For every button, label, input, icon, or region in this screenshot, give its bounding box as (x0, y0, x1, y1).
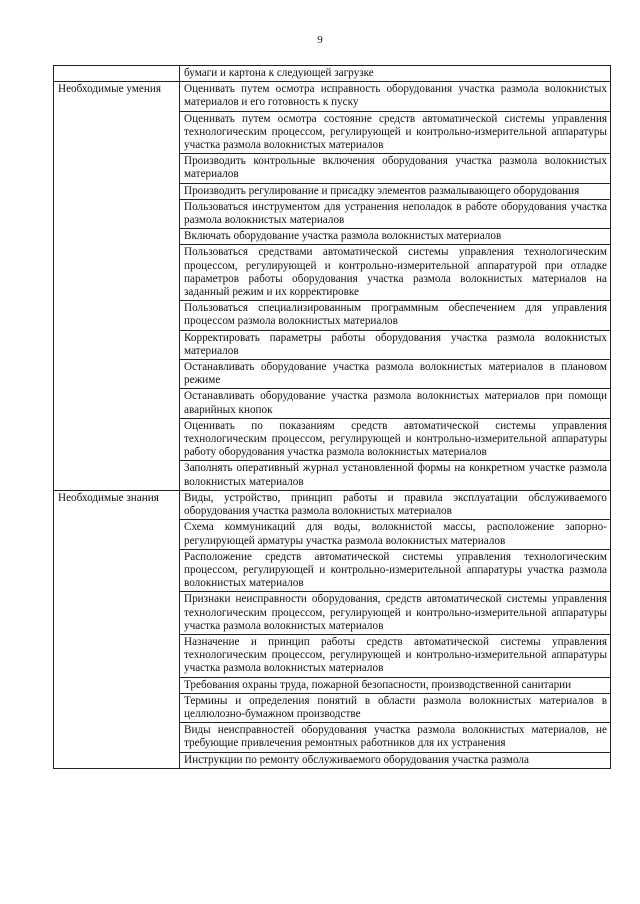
requirement-item: Назначение и принцип работы средств автоматической системы управления технологическим процессом, регулирующей и контрольно-измерительной аппаратуры участка размола волокнистых материалов (180, 634, 611, 677)
requirement-item: Корректировать параметры работы оборудования участка размола волокнистых материалов (180, 330, 611, 359)
requirement-item: Заполнять оперативный журнал установленной формы на конкретном участке размола волокнистых материалов (180, 461, 611, 490)
requirement-item: Расположение средств автоматической системы управления технологическим процессом, регулирующей и контрольно-измерительной аппаратуры участка размола волокнистых материалов (180, 549, 611, 592)
page-number: 9 (317, 34, 323, 46)
requirement-item: Требования охраны труда, пожарной безопасности, производственной санитарии (180, 677, 611, 693)
requirement-item: Термины и определения понятий в области размола волокнистых материалов в целлюлозно-бумажном производстве (180, 693, 611, 722)
requirement-item: Виды неисправностей оборудования участка размола волокнистых материалов, не требующие привлечения ремонтных работников для их устранения (180, 723, 611, 752)
requirement-item: Пользоваться средствами автоматической системы управления технологическим процессом, регулирующей и контрольно-измерительной аппаратурой при отладке параметров работы оборудования участка размола волокнистых материалов на заданный режим и их корректировке (180, 245, 611, 301)
table-row (54, 82, 611, 111)
requirement-item: Производить регулирование и присадку элементов размалывающего оборудования (180, 183, 611, 199)
requirement-item: Останавливать оборудование участка размола волокнистых материалов в плановом режиме (180, 360, 611, 389)
requirement-item: Производить контрольные включения оборудования участка размола волокнистых материалов (180, 154, 611, 183)
requirement-item: Схема коммуникаций для воды, волокнистой массы, расположение запорно-регулирующей арматуры участка размола волокнистых материалов (180, 520, 611, 549)
section-label-empty (54, 66, 180, 82)
requirement-item: Признаки неисправности оборудования, средств автоматической системы управления технологическим процессом, регулирующей и контрольно-измерительной аппаратуры участка размола волокнистых материалов (180, 592, 611, 635)
requirement-item: Останавливать оборудование участка размола волокнистых материалов при помощи аварийных кнопок (180, 389, 611, 418)
requirement-item: Пользоваться специализированным программным обеспечением для управления процессом размола волокнистых материалов (180, 301, 611, 330)
requirement-item: Оценивать по показаниям средств автоматической системы управления технологическим процессом, регулирующей и контрольно-измерительной аппаратуры работу оборудования участка размола волокнистых материалов (180, 418, 611, 461)
table-row (54, 490, 611, 519)
requirement-item: Оценивать путем осмотра исправность оборудования участка размола волокнистых материалов и его готовность к пуску (180, 82, 611, 111)
table-row (54, 66, 611, 82)
section-label: Необходимые умения (54, 82, 180, 491)
requirement-item: Оценивать путем осмотра состояние средств автоматической системы управления технологическим процессом, регулирующей и контрольно-измерительной аппаратуры участка размола волокнистых материалов (180, 111, 611, 154)
requirement-item: Пользоваться инструментом для устранения неполадок в работе оборудования участка размола волокнистых материалов (180, 199, 611, 228)
requirements-table (53, 65, 611, 769)
section-label: Необходимые знания (54, 490, 180, 768)
requirement-item: Включать оборудование участка размола волокнистых материалов (180, 229, 611, 245)
requirement-item: Инструкции по ремонту обслуживаемого оборудования участка размола (180, 752, 611, 768)
continuation-cell: бумаги и картона к следующей загрузке (180, 66, 611, 82)
requirement-item: Виды, устройство, принцип работы и правила эксплуатации обслуживаемого оборудования участка размола волокнистых материалов (180, 490, 611, 519)
